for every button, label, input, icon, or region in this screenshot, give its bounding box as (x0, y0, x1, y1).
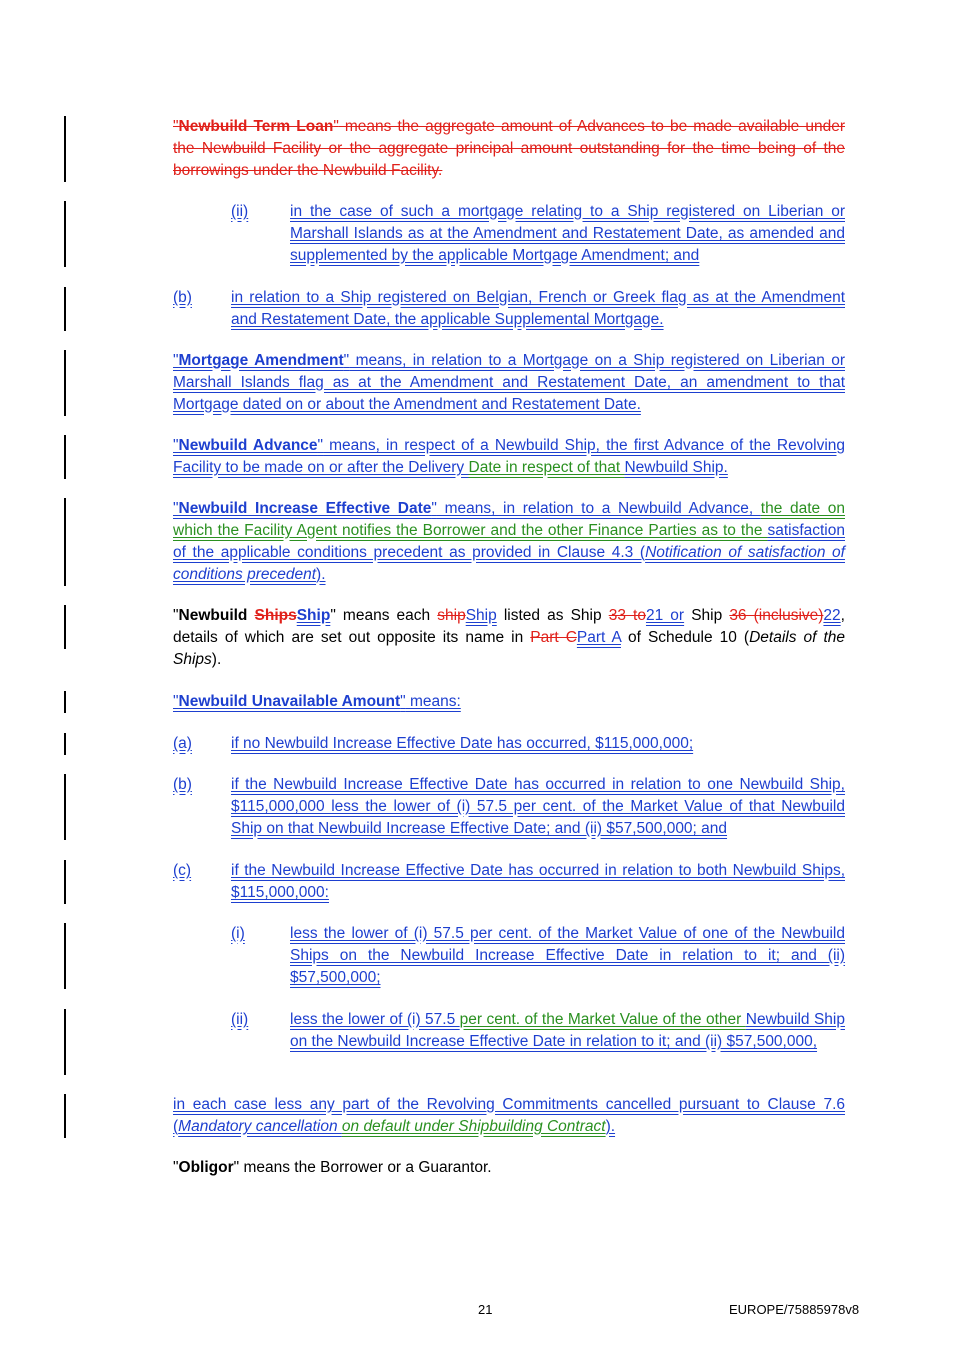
change-bar-4 (64, 350, 66, 416)
list-number: (ii) (231, 203, 249, 220)
list-number: (b) (173, 776, 192, 793)
definition-text: means the aggregate amount of Advances to be made available under the Newbuild Facility or the aggregate principal amount outstanding for the time being of the borrowings under the Newbuild Facility. (173, 118, 846, 179)
change-bar-1 (64, 116, 66, 182)
list-item-text: in relation to a Ship registered on Belgian, French or Greek flag as at the Amendment and Restatement Date, the applicable Supplemental Mortgage. (231, 289, 845, 328)
change-bar-5 (64, 435, 66, 479)
paragraph-text: ). (605, 1118, 616, 1135)
inserted-text: 22 (823, 607, 841, 624)
change-bar-7 (64, 605, 66, 649)
change-bar-13 (64, 1009, 66, 1075)
change-bar-6 (64, 498, 66, 586)
inserted-text: Ship (465, 607, 497, 624)
quote-close: " (330, 607, 336, 624)
defined-term: Obligor (178, 1159, 234, 1176)
inserted-text: 21 or (645, 607, 685, 624)
quote-open: " (173, 118, 179, 135)
list-item-b-belgian (231, 287, 845, 331)
list-item-a (231, 733, 845, 755)
deleted-text: Part C (530, 629, 577, 646)
change-bar-14 (64, 1094, 66, 1138)
list-item-text: if the Newbuild Increase Effective Date has occurred in relation to both Newbuild Ships, $115,000,000: (231, 862, 845, 901)
quote-open: " (173, 1159, 179, 1176)
defined-term: Mortgage Amendment (178, 352, 344, 369)
definition-newbuild-term-loan (173, 116, 845, 182)
list-item-text: less the lower of (i) 57.5 (290, 1011, 460, 1028)
change-bar-12 (64, 923, 66, 989)
definition-text: satisfaction of the applicable conditions precedent as provided in Clause 4.3 ( (173, 522, 845, 561)
quote-open: " (173, 607, 179, 624)
list-item-b (231, 774, 845, 840)
change-bar-2 (64, 201, 66, 267)
paragraph-text: in each case less any part of the Revolving Commitments cancelled pursuant to Clause 7.6 ( (173, 1096, 845, 1135)
definition-newbuild-ship (173, 605, 845, 671)
definition-text: means: (405, 693, 461, 710)
definition-text: Ship (684, 607, 730, 624)
definition-text: , details of which are set out opposite its name in (173, 607, 845, 646)
list-item-text: Newbuild Ship on the Newbuild Increase Effective Date in relation to it; and (ii) $57,500,000, (290, 1011, 845, 1050)
definition-newbuild-increase-effective-date (173, 498, 845, 586)
list-item-text: in the case of such a mortgage relating to a Ship registered on Liberian or Marshall Islands as at the Amendment and Restatement Date, as amended and supplemented by the applicable Mortgage Amendment; and (290, 203, 845, 264)
quote-open: " (173, 500, 179, 517)
schedule-reference: Details of the Ships (173, 629, 845, 668)
change-bar-11 (64, 860, 66, 904)
list-item-c (231, 860, 845, 904)
moved-text: Date in respect of that (468, 459, 625, 476)
definition-text: means, in relation to a Mortgage on a Ship registered on Liberian or Marshall Islands flag as at the Amendment and Restatement Date, an amendment to that Mortgage dated on or about the Amendment and Restatement Date. (173, 352, 845, 413)
list-number: (a) (173, 735, 192, 752)
quote-close: " (333, 118, 339, 135)
change-bar-8 (64, 691, 66, 713)
definition-text: of Schedule 10 ( (620, 629, 750, 646)
definition-text: means each (335, 607, 438, 624)
clause-reference: Mandatory cancellation (178, 1118, 342, 1135)
moved-text: per cent. of the Market Value of the other (459, 1011, 746, 1028)
page-number: 21 (478, 1302, 493, 1317)
deleted-term: Ships (254, 607, 297, 624)
list-number: (c) (173, 862, 192, 879)
moved-reference: on default under Shipbuilding Contract (341, 1118, 606, 1135)
list-item-text: less the lower of (i) 57.5 per cent. of the Market Value of one of the Newbuild Ships on the Newbuild Increase Effective Date in relation to it; and (ii) $57,500,000; (290, 925, 845, 986)
list-item-c-ii (290, 1009, 845, 1053)
quote-open: " (173, 437, 179, 454)
defined-term: Newbuild (178, 607, 255, 624)
defined-term: Newbuild Term Loan (178, 118, 334, 135)
definition-newbuild-advance (173, 435, 845, 479)
definition-text: means, in respect of a Newbuild Ship, the first Advance of the Revolving Facility to be made on or after the Delivery (173, 437, 845, 476)
quote-open: " (173, 352, 179, 369)
definition-text: Newbuild Ship. (624, 459, 728, 476)
list-item-ii-mortgage (290, 201, 845, 267)
definition-obligor (173, 1157, 845, 1179)
deleted-text: 36 (inclusive) (729, 607, 824, 624)
list-number: (ii) (231, 1011, 249, 1028)
definition-mortgage-amendment (173, 350, 845, 416)
definition-newbuild-unavailable-amount (173, 691, 845, 713)
inserted-term: Ship (296, 607, 331, 624)
list-item-text: if no Newbuild Increase Effective Date has occurred, $115,000,000; (231, 735, 694, 752)
defined-term: Newbuild Advance (178, 437, 318, 454)
definition-text: means the Borrower or a Guarantor. (239, 1159, 492, 1176)
definition-text: ). (316, 566, 326, 583)
list-item-c-i (290, 923, 845, 989)
quote-close: " (317, 437, 324, 454)
defined-term: Newbuild Increase Effective Date (178, 500, 432, 517)
list-item-text: if the Newbuild Increase Effective Date has occurred in relation to one Newbuild Ship, $115,000,000 less the lower of (i) 57.5 per cent. of the Market Value of that Newbuild Ship on that Newbuild Increase Effective Date; and (ii) $57,500,000; and (231, 776, 845, 837)
inserted-text: Part A (576, 629, 621, 646)
quote-close: " (343, 352, 350, 369)
definition-text: listed as Ship (496, 607, 609, 624)
list-number: (b) (173, 289, 192, 306)
moved-text: the date on which the Facility Agent notifies the Borrower and the other Finance Parties as to the (173, 500, 845, 539)
quote-close: " (400, 693, 406, 710)
document-reference: EUROPE/75885978v8 (729, 1302, 860, 1317)
defined-term: Newbuild Unavailable Amount (178, 693, 401, 710)
quote-close: " (431, 500, 437, 517)
list-number: (i) (231, 925, 245, 942)
clause-reference: Notification of satisfaction of conditions precedent (173, 544, 845, 583)
quote-open: " (173, 693, 179, 710)
change-bar-3 (64, 287, 66, 331)
change-bar-10 (64, 774, 66, 840)
quote-close: " (233, 1159, 240, 1176)
change-bar-9 (64, 733, 66, 755)
definition-text: ). (211, 651, 222, 668)
closing-paragraph (173, 1094, 845, 1138)
deleted-text: 33 to (608, 607, 646, 624)
deleted-text: ship (437, 607, 466, 624)
definition-text: means, in relation to a Newbuild Advance, (436, 500, 761, 517)
